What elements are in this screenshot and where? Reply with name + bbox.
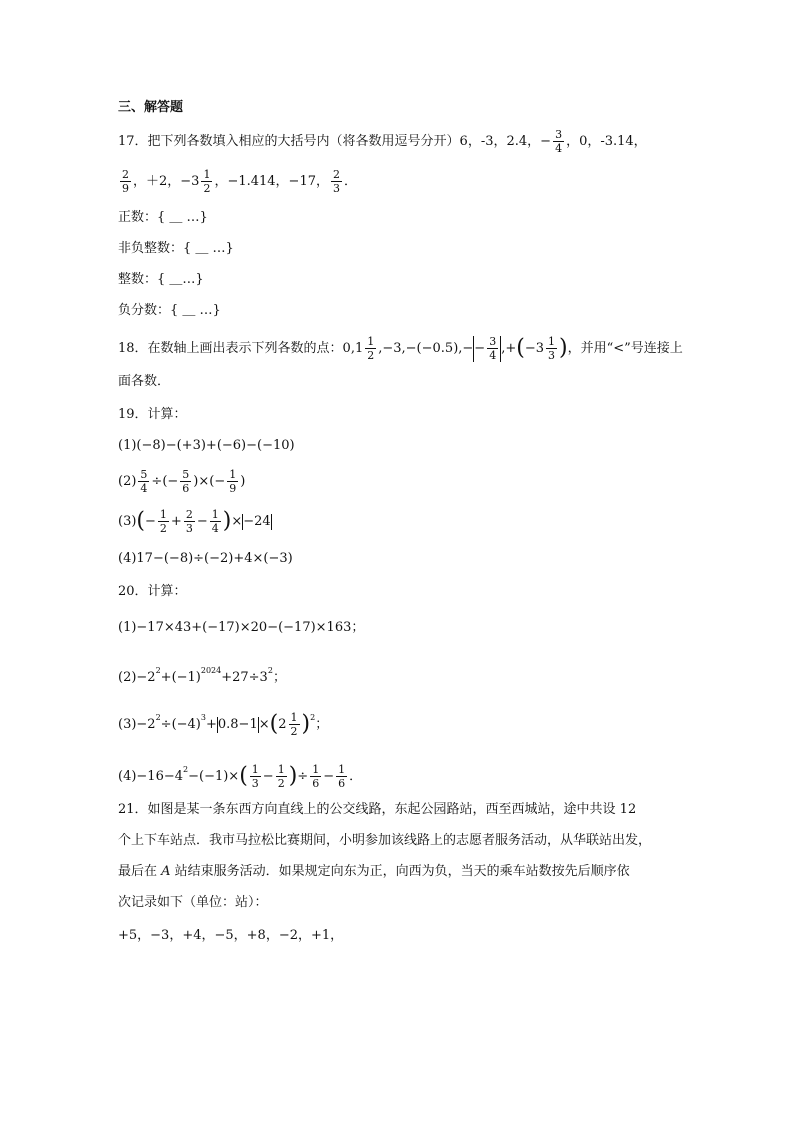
q19-e3-frac1: $\frac{1}{2}$ xyxy=(159,508,167,535)
q18-plus: ,+ xyxy=(501,341,517,356)
q17-frac-4: $\frac{2}{3}$ xyxy=(332,168,340,195)
q17-text3: ，＋2，−3 xyxy=(133,174,200,189)
q19-expr-3 xyxy=(118,508,272,535)
q18-frac-2: $\frac{3}{4}$ xyxy=(489,335,497,362)
q19-e3-op-c: − xyxy=(196,514,208,529)
q17-text2: ，0，-3.14， xyxy=(566,134,647,149)
q20-e2-d: ； xyxy=(272,670,286,685)
q20-expr-3 xyxy=(118,708,328,738)
q20-e4-a: (4)−16−4 xyxy=(118,769,184,784)
q20-e2-a: (2)−2 xyxy=(118,670,156,685)
q20-e3-paren-close: ) xyxy=(301,711,311,737)
q19-e2-frac3: $\frac{1}{9}$ xyxy=(229,468,237,495)
q19-e3-op-b: + xyxy=(170,514,182,529)
q20-e4-d: ÷ xyxy=(297,769,309,784)
q20-e4-b: −(−1)× xyxy=(188,769,240,784)
q17-text4: ，−1.414，−17， xyxy=(214,174,329,189)
q19-e2-op1: ÷(− xyxy=(151,474,179,489)
q20-e2-exp2: 2024 xyxy=(200,666,222,675)
q19-e3-paren-open: ( xyxy=(136,508,146,534)
q20-e3-e: ； xyxy=(315,717,329,732)
q18-seq: 0,1 xyxy=(342,341,364,356)
q18-frac-1: $\frac{1}{2}$ xyxy=(367,335,375,362)
q20-e3-frac: $\frac{1}{2}$ xyxy=(290,711,298,738)
q19-e2-frac2: $\frac{5}{6}$ xyxy=(182,468,190,495)
q18-text: 18．在数轴上画出表示下列各数的点： xyxy=(118,341,343,356)
q20-expr-4 xyxy=(118,760,362,790)
q21-line1: 21．如图是某一条东西方向直线上的公交线路，东起公园路站，西至西城站，途中共设 12 xyxy=(118,802,637,817)
q20-e2-b: +(−1) xyxy=(160,670,201,685)
q20-e4-frac2: $\frac{1}{2}$ xyxy=(277,763,285,790)
q21-line4: 次记录如下（单位：站）： xyxy=(118,895,268,910)
q19-e2-op2: )×(− xyxy=(193,474,226,489)
q17-blank-nonneg-int: 非负整数：{ ＿ …} xyxy=(118,241,234,256)
q20-e3-d: × xyxy=(258,717,270,732)
q17-frac-2: $\frac{2}{9}$ xyxy=(122,168,129,195)
q20-e3-paren-open: ( xyxy=(269,711,279,737)
q20-e4-e: − xyxy=(323,769,335,784)
q20-e4-exp: 2 xyxy=(183,765,189,774)
q19-e3-frac2: $\frac{2}{3}$ xyxy=(185,508,193,535)
section-title: 三、解答题 xyxy=(118,100,184,115)
q20-e3-exp1: 2 xyxy=(155,713,161,722)
q19-expr-4: (4)17−(−8)÷(−2)+4×(−3) xyxy=(118,551,293,566)
q17-text: 17．把下列各数填入相应的大括号内（将各数用逗号分开）6，-3，2.4， xyxy=(118,134,541,149)
q19-expr-2 xyxy=(118,468,245,495)
q20-e3-exp3: 2 xyxy=(310,713,316,722)
q18-paren-close: ) xyxy=(559,335,568,361)
q21-l3-a: 最后在 xyxy=(118,864,162,879)
q19-expr-1: (1)(−8)−(+3)+(−6)−(−10) xyxy=(118,438,295,453)
q17-blank-neg-frac: 负分数：{ ＿ …} xyxy=(118,303,221,318)
q20-e4-paren-close: ) xyxy=(288,763,298,789)
q19-e3-op-a: − xyxy=(145,514,156,529)
q20-title: 20．计算： xyxy=(118,584,187,599)
q20-expr-1: (1)−17×43+(−17)×20−(−17)×163； xyxy=(118,620,365,635)
q20-e4-frac1: $\frac{1}{3}$ xyxy=(251,763,259,790)
q19-e2-label: (2) xyxy=(118,474,137,489)
q19-e2-frac1: $\frac{5}{4}$ xyxy=(140,468,148,495)
q17-line1 xyxy=(118,128,647,155)
q21-line5: +5，−3，+4，−5，+8，−2，+1， xyxy=(118,928,344,943)
q18-neg3: −3 xyxy=(524,341,544,356)
q19-e3-abs-right xyxy=(271,514,272,530)
q17-neg: − xyxy=(540,134,552,149)
q21-l3-var: A xyxy=(161,864,171,879)
q20-e4-end: ． xyxy=(349,769,363,784)
q19-e3-label: (3) xyxy=(118,514,137,529)
q21-l3-b: 站结束服务活动．如果规定向东为正，向西为负，当天的乘车站数按先后顺序依 xyxy=(170,864,630,879)
q20-e3-a: (3)−2 xyxy=(118,717,156,732)
q21-line2: 个上下车站点．我市马拉松比赛期间，小明参加该线路上的志愿者服务活动，从华联站出发， xyxy=(118,833,652,848)
q20-e2-exp3: 2 xyxy=(267,666,273,675)
q20-e4-frac4: $\frac{1}{6}$ xyxy=(338,763,346,790)
q20-e3-c: + xyxy=(205,717,217,732)
q20-e3-exp2: 3 xyxy=(200,713,206,722)
q18-suffix: ，并用“<”号连接上 xyxy=(567,341,683,356)
q17-frac-3: $\frac{1}{2}$ xyxy=(203,168,211,195)
q20-e3-whole: 2 xyxy=(278,717,287,732)
q19-e3-times: × xyxy=(231,514,243,529)
q17-blank-int: 整数：{ ＿…} xyxy=(118,272,204,287)
q17-line2 xyxy=(118,168,357,195)
q20-e3-b: ÷(−4) xyxy=(160,717,201,732)
q20-e4-c: − xyxy=(262,769,274,784)
q21-line3 xyxy=(118,862,630,882)
q18-mid: ,−3,−(−0.5),− xyxy=(378,341,474,356)
q18-paren-open: ( xyxy=(516,335,525,361)
q19-e3-paren-close: ) xyxy=(222,508,232,534)
q19-e3-frac3: $\frac{1}{4}$ xyxy=(211,508,219,535)
q20-e4-paren-open: ( xyxy=(239,763,248,789)
q17-end: ． xyxy=(343,174,357,189)
q20-expr-2 xyxy=(118,661,286,688)
q20-e4-frac3: $\frac{1}{6}$ xyxy=(312,763,320,790)
q19-title: 19．计算： xyxy=(118,407,187,422)
q20-e2-c: +27÷3 xyxy=(221,670,268,685)
q19-e3-abs-value: −24 xyxy=(243,514,271,529)
q18-line2: 面各数． xyxy=(118,374,171,389)
q20-e2-exp1: 2 xyxy=(155,666,161,675)
q18-neg: − xyxy=(474,341,486,356)
q19-e2-end: ) xyxy=(240,474,246,489)
q18-line1 xyxy=(118,335,683,362)
q20-e3-abs-value: 0.8−1 xyxy=(217,717,258,732)
q18-frac-3: $\frac{1}{3}$ xyxy=(548,335,555,362)
q17-frac-1: $\frac{3}{4}$ xyxy=(555,128,563,155)
q17-blank-positive: 正数：{ ＿ …} xyxy=(118,210,208,225)
